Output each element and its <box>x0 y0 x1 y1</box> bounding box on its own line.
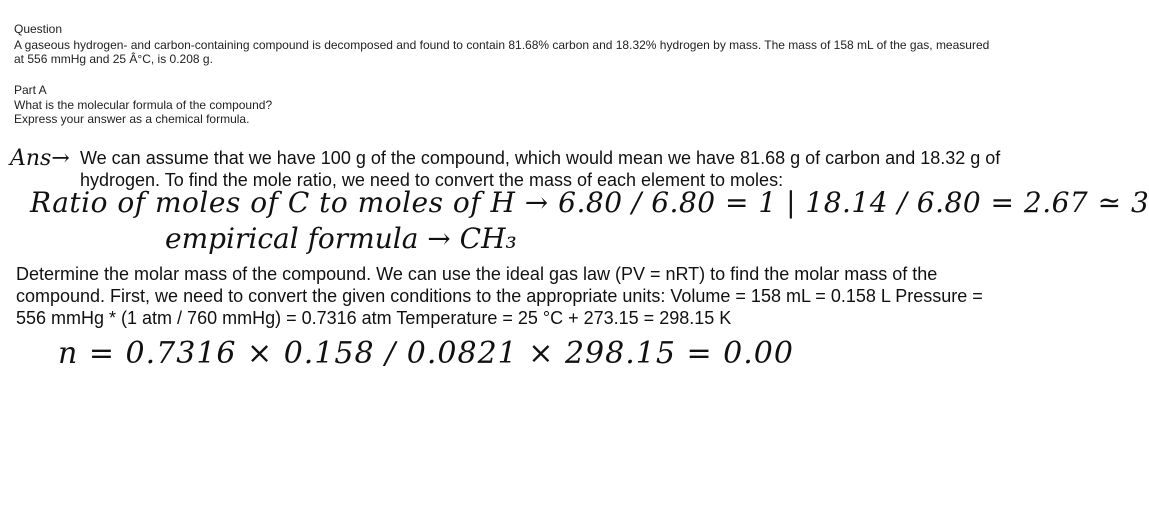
molar-mass-text: Determine the molar mass of the compound. We can use the ideal gas law (PV = nRT) to find the molar mass of the compound. First, we need to convert the given conditions to the appropriate units: Volume = 158 mL = 0.158 L Pressure = 556 mmHg * (1 atm / 760 mmHg) = 0.7316 atm Temperature = 25 °C + 273.15 = 298.15 K <box>16 264 983 328</box>
answer-mark: Ans→ <box>10 146 70 171</box>
answer-intro-text: We can assume that we have 100 g of the compound, which would mean we have 81.68 g of carbon and 18.32 g of hydrogen. To find the mole ratio, we need to convert the mass of each element to moles: <box>80 148 1001 190</box>
handwritten-mole-ratio: Ratio of moles of C to moles of H → 6.80 / 6.80 = 1 | 18.14 / 6.80 = 2.67 ≃ 3 <box>30 186 1149 219</box>
handwritten-empirical-formula: empirical formula → CH₃ <box>165 222 517 255</box>
part-a-label: Part A <box>14 83 47 97</box>
handwritten-moles-calculation: n = 0.7316 × 0.158 / 0.0821 × 298.15 = 0.00 <box>58 336 794 371</box>
question-text: A gaseous hydrogen- and carbon-containing compound is decomposed and found to contain 81.68% carbon and 18.32% hydrogen by mass. The mass of 158 mL of the gas, measured at 556 mmHg and 25 Â°C, is 0.208 g. <box>14 38 990 66</box>
part-a-text: What is the molecular formula of the compound? Express your answer as a chemical formula. <box>14 98 273 126</box>
question-label: Question <box>14 22 63 36</box>
